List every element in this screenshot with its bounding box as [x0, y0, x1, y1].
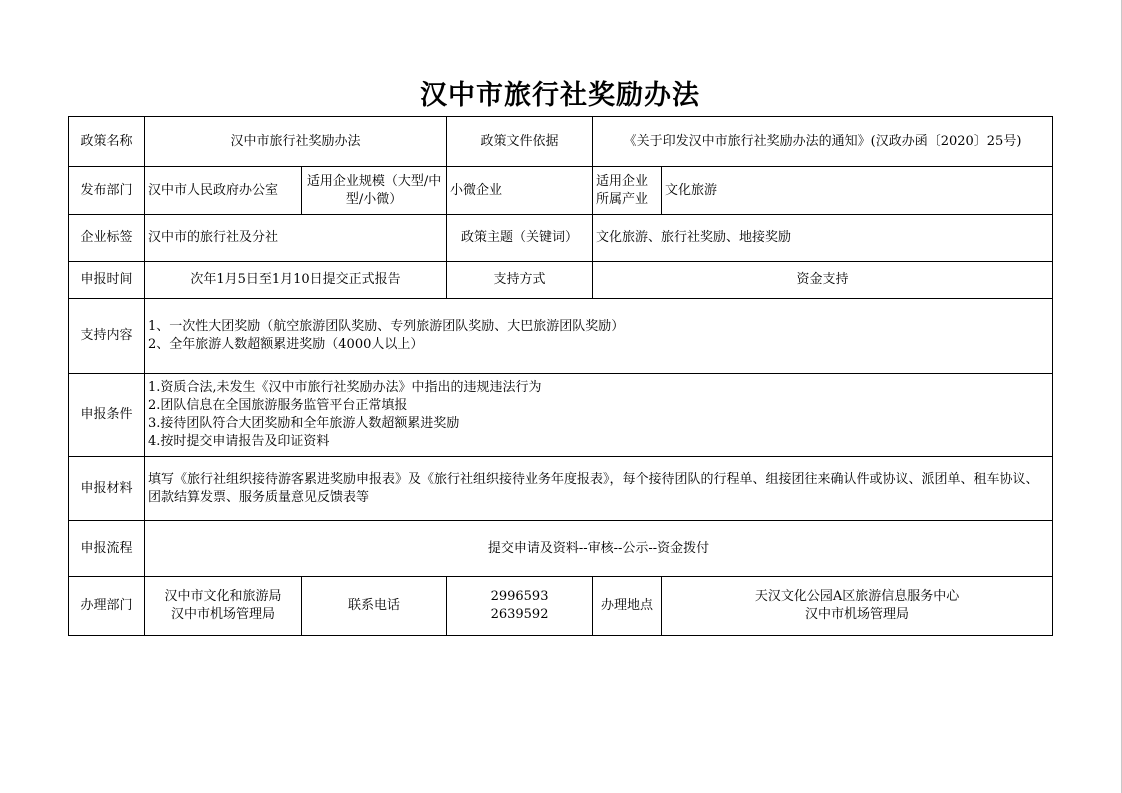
- support-method-value: 资金支持: [593, 262, 1053, 299]
- apply-time-label: 申报时间: [69, 262, 145, 299]
- enterprise-scale-value: 小微企业: [447, 167, 593, 215]
- policy-basis-label: 政策文件依据: [447, 117, 593, 167]
- issuer-value: 汉中市人民政府办公室: [145, 167, 302, 215]
- row-office: [69, 577, 1053, 636]
- apply-conditions-label: 申报条件: [69, 374, 145, 457]
- row-issuer: [69, 167, 1053, 215]
- apply-materials-value: 填写《旅行社组织接待游客累进奖励申报表》及《旅行社组织接待业务年度报表》，每个接待团队的行程单、组接团往来确认件或协议、派团单、租车协议、团款结算发票、服务质量意见反馈表等: [145, 457, 1053, 521]
- policy-theme-value: 文化旅游、旅行社奖励、地接奖励: [593, 215, 1053, 262]
- policy-table: [68, 116, 1053, 636]
- contact-phone-label: 联系电话: [302, 577, 447, 636]
- row-content: [69, 299, 1053, 374]
- policy-name-value: 汉中市旅行社奖励办法: [145, 117, 447, 167]
- policy-name-label: 政策名称: [69, 117, 145, 167]
- enterprise-tags-value: 汉中市的旅行社及分社: [145, 215, 447, 262]
- handling-dept-label: 办理部门: [69, 577, 145, 636]
- industry-label: 适用企业所属产业: [593, 167, 662, 215]
- handling-location-label: 办理地点: [593, 577, 662, 636]
- support-content-value: 1、一次性大团奖励（航空旅游团队奖励、专列旅游团队奖励、大巴旅游团队奖励） 2、全年旅游人数超额累进奖励（4000人以上）: [145, 299, 1053, 374]
- row-process: [69, 521, 1053, 577]
- apply-conditions-value: 1.资质合法,未发生《汉中市旅行社奖励办法》中指出的违规违法行为 2.团队信息在全国旅游服务监管平台正常填报 3.接待团队符合大团奖励和全年旅游人数超额累进奖励 4.按时提交申请报告及印证资料: [145, 374, 1053, 457]
- page-title: 汉中市旅行社奖励办法: [420, 80, 700, 111]
- row-materials: [69, 457, 1053, 521]
- support-content-label: 支持内容: [69, 299, 145, 374]
- policy-basis-value: 《关于印发汉中市旅行社奖励办法的通知》(汉政办函〔2020〕25号): [593, 117, 1053, 167]
- row-conditions: [69, 374, 1053, 457]
- row-time: [69, 262, 1053, 299]
- policy-theme-label: 政策主题（关键词）: [447, 215, 593, 262]
- apply-materials-label: 申报材料: [69, 457, 145, 521]
- contact-phone-value: 2996593 2639592: [447, 577, 593, 636]
- apply-process-value: 提交申请及资料--审核--公示--资金拨付: [145, 521, 1053, 577]
- row-policy-name: [69, 117, 1053, 167]
- handling-location-value: 天汉文化公园A区旅游信息服务中心 汉中市机场管理局: [662, 577, 1053, 636]
- issuer-label: 发布部门: [69, 167, 145, 215]
- support-method-label: 支持方式: [447, 262, 593, 299]
- enterprise-tags-label: 企业标签: [69, 215, 145, 262]
- row-tags: [69, 215, 1053, 262]
- enterprise-scale-label: 适用企业规模（大型/中型/小微）: [302, 167, 447, 215]
- handling-dept-value: 汉中市文化和旅游局 汉中市机场管理局: [145, 577, 302, 636]
- apply-process-label: 申报流程: [69, 521, 145, 577]
- industry-value: 文化旅游: [662, 167, 1053, 215]
- apply-time-value: 次年1月5日至1月10日提交正式报告: [145, 262, 447, 299]
